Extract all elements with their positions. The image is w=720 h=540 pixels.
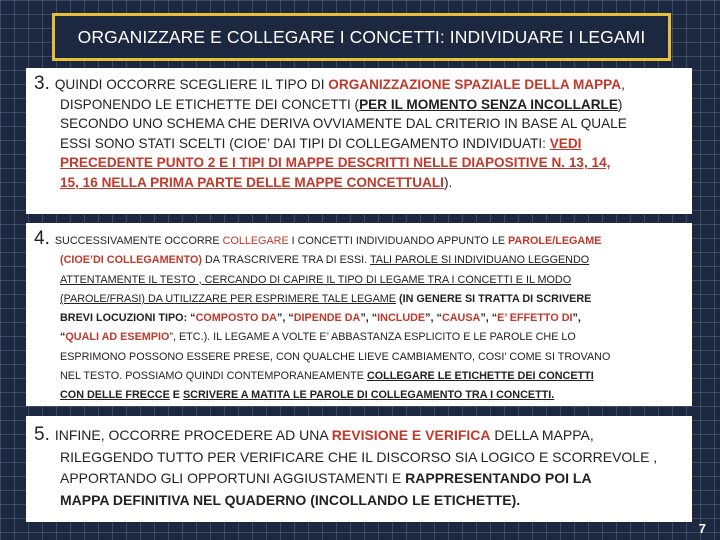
item-4-bold-text: (IN GENERE SI TRATTA DI SCRIVERE: [395, 292, 592, 305]
item-4-panel: [26, 223, 692, 406]
item-3-text: ESSI SONO STATI SCELTI (CIOE’ DAI TIPI DI COLLEGAMENTO INDIVIDUATI:: [60, 135, 550, 151]
item-5-bold-text: MAPPA DEFINITIVA NEL QUADERNO (INCOLLANDO LE ETICHETTE).: [60, 491, 521, 508]
item-5-bold-text: RAPPRESENTANDO POI LA: [405, 470, 592, 487]
item-5-text: RILEGGENDO TUTTO PER VERIFICARE CHE IL DISCORSO SIA LOGICO E SCORREVOLE ,: [60, 448, 658, 465]
item-3-highlight-organization: ORGANIZZAZIONE SPAZIALE DELLA MAPPA: [328, 77, 622, 92]
item-4-bold-text: E: [169, 389, 183, 402]
item-4-example: INCLUDE: [377, 312, 426, 325]
item-3-highlight-reference: 15, 16 NELLA PRIMA PARTE DELLE MAPPE CONCETTUALI: [60, 174, 444, 190]
item-4-example: DIPENDE DA: [293, 312, 361, 325]
item-4-text: DA TRASCRIVERE TRA DI ESSI.: [201, 254, 370, 267]
item-4-punct: ”, “: [360, 312, 378, 325]
item-3-text: ): [617, 96, 623, 112]
item-5-number: 5.: [34, 424, 50, 445]
item-4-text: ESPRIMONO POSSONO ESSERE PRESE, CON QUALCHE LIEVE CAMBIAMENTO, COSI’ COME SI TROVANO: [60, 350, 611, 363]
item-4-highlight-connect-labels: COLLEGARE LE ETICHETTE DEI CONCETTI: [366, 370, 594, 383]
item-4-highlight-pencil: SCRIVERE A MATITA LE PAROLE DI COLLEGAMENTO TRA I CONCETTI.: [182, 389, 555, 402]
item-3-text: ).: [443, 174, 453, 190]
item-3-text: DISPONENDO LE ETICHETTE DEI CONCETTI (: [60, 96, 360, 112]
item-4-text: I CONCETTI INDIVIDUANDO APPUNTO LE: [288, 235, 509, 247]
item-3-panel: [26, 68, 692, 214]
page-title: ORGANIZZARE E COLLEGARE I CONCETTI: INDIVIDUARE I LEGAMI: [77, 26, 646, 47]
item-4-bold-text: BREVI LOCUZIONI TIPO: “: [60, 312, 196, 325]
item-4-highlight-link-words: PAROLE/LEGAME: [508, 235, 602, 247]
item-4-punct: ”, “: [480, 312, 498, 325]
item-4-example: QUALI AD ESEMPIO: [65, 331, 170, 344]
item-4-text: ”, ETC.). IL LEGAME A VOLTE E’ ABBASTANZA ESPLICITO E LE PAROLE CHE LO: [169, 331, 576, 344]
item-4-underlined-text: ATTENTAMENTE IL TESTO , CERCANDO DI CAPIRE IL TIPO DI LEGAME TRA I CONCETTI E IL MODO: [60, 273, 572, 286]
item-5-panel: [26, 416, 692, 522]
item-4-underlined-text: (PAROLE/FRASI) DA UTILIZZARE PER ESPRIMERE TALE LEGAME: [60, 292, 396, 305]
item-4-punct: “: [60, 331, 66, 344]
item-3-comma: ,: [621, 77, 625, 92]
item-4-example: CAUSA: [441, 312, 481, 325]
item-4-example: COMPOSTO DA: [195, 312, 277, 325]
item-4-highlight-connection: (CIOE’DI COLLEGAMENTO): [60, 254, 202, 267]
item-5-text: DELLA MAPPA,: [490, 427, 594, 443]
item-4-highlight-link: COLLEGARE: [222, 235, 289, 247]
item-4-punct: ”, “: [276, 312, 294, 325]
item-5-highlight-review: REVISIONE E VERIFICA: [331, 427, 491, 443]
item-3-number: 3.: [34, 73, 50, 94]
item-4-punct: ”, “: [425, 312, 442, 325]
item-4-underlined-text: TALI PAROLE SI INDIVIDUANO LEGGENDO: [369, 254, 590, 267]
item-4-text: SUCCESSIVAMENTE OCCORRE: [54, 235, 223, 247]
item-5-text: APPORTANDO GLI OPPORTUNI AGGIUSTAMENTI E: [60, 470, 406, 487]
item-4-example: E’ EFFETTO DI: [497, 312, 573, 325]
page-number: 7: [698, 521, 706, 536]
item-3-highlight-no-glue: PER IL MOMENTO SENZA INCOLLARLE: [359, 96, 618, 112]
item-4-text: NEL TESTO. POSSIAMO QUINDI CONTEMPORANEAMENTE: [60, 370, 367, 383]
item-3-text: QUINDI OCCORRE SCEGLIERE IL TIPO DI: [54, 77, 329, 92]
item-3-highlight-reference: PRECEDENTE PUNTO 2 E I TIPI DI MAPPE DESCRITTI NELLE DIAPOSITIVE N. 13, 14,: [60, 155, 611, 171]
item-3-text: SECONDO UNO SCHEMA CHE DERIVA OVVIAMENTE DAL CRITERIO IN BASE AL QUALE: [60, 116, 627, 132]
item-4-highlight-arrows: CON DELLE FRECCE: [60, 389, 170, 402]
title-box: [52, 13, 671, 61]
item-4-punct: ”,: [572, 312, 581, 325]
item-5-text: INFINE, OCCORRE PROCEDERE AD UNA: [54, 427, 332, 443]
item-4-number: 4.: [34, 228, 50, 249]
item-3-highlight-see: VEDI: [549, 135, 582, 151]
